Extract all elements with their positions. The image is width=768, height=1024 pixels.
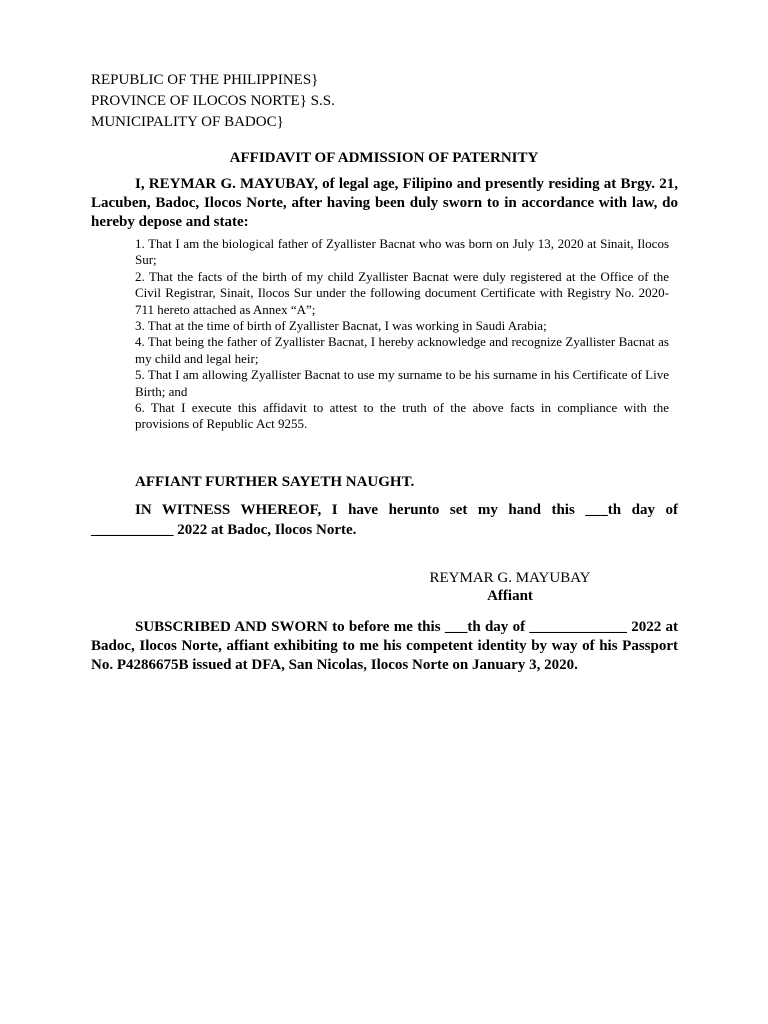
document-title: AFFIDAVIT OF ADMISSION OF PATERNITY	[229, 150, 539, 166]
affiant-role: Affiant	[487, 588, 533, 604]
sayeth-naught-line: AFFIANT FURTHER SAYETH NAUGHT.	[135, 474, 415, 490]
intro-paragraph: I, REYMAR G. MAYUBAY, of legal age, Filipino and presently residing at Brgy. 21, Lacuben, Badoc, Ilocos Norte, after having been duly sworn to in accordance with law, do hereby depose and state:	[91, 176, 678, 230]
affiant-name: REYMAR G. MAYUBAY	[429, 570, 591, 586]
statement-item: 3. That at the time of birth of Zyallister Bacnat, I was working in Saudi Arabia;	[135, 318, 547, 334]
venue-line-republic: REPUBLIC OF THE PHILIPPINES}	[91, 72, 319, 88]
statement-item: 4. That being the father of Zyallister Bacnat, I hereby acknowledge and recognize Zyallister Bacnat as my child and legal heir;	[135, 334, 669, 366]
jurat-paragraph: SUBSCRIBED AND SWORN to before me this ___th day of _____________ 2022 at Badoc, Ilocos Norte, affiant exhibiting to me his competent identity by way of his Passport No. P4286675B issued at DFA, San Nicolas, Ilocos Norte on January 3, 2020.	[91, 619, 678, 673]
statement-item: 1. That I am the biological father of Zyallister Bacnat who was born on July 13, 2020 at Sinait, Ilocos Sur;	[135, 236, 669, 268]
venue-heading	[91, 70, 335, 133]
venue-line-municipality: MUNICIPALITY OF BADOC}	[91, 114, 284, 130]
statement-item: 5. That I am allowing Zyallister Bacnat to use my surname to be his surname in his Certificate of Live Birth; and	[135, 367, 669, 399]
witness-paragraph: IN WITNESS WHEREOF, I have herunto set my hand this ___th day of ___________ 2022 at Badoc, Ilocos Norte.	[91, 502, 678, 538]
statement-item: 6. That I execute this affidavit to attest to the truth of the above facts in compliance with the provisions of Republic Act 9255.	[135, 400, 669, 432]
signature-block	[380, 569, 640, 605]
statement-item: 2. That the facts of the birth of my child Zyallister Bacnat were duly registered at the Office of the Civil Registrar, Sinait, Ilocos Sur under the following document Certificate with Registry No. 2020-711 hereto attached as Annex “A”;	[135, 268, 669, 317]
statement-list	[135, 236, 669, 433]
venue-line-province: PROVINCE OF ILOCOS NORTE} S.S.	[91, 93, 335, 109]
